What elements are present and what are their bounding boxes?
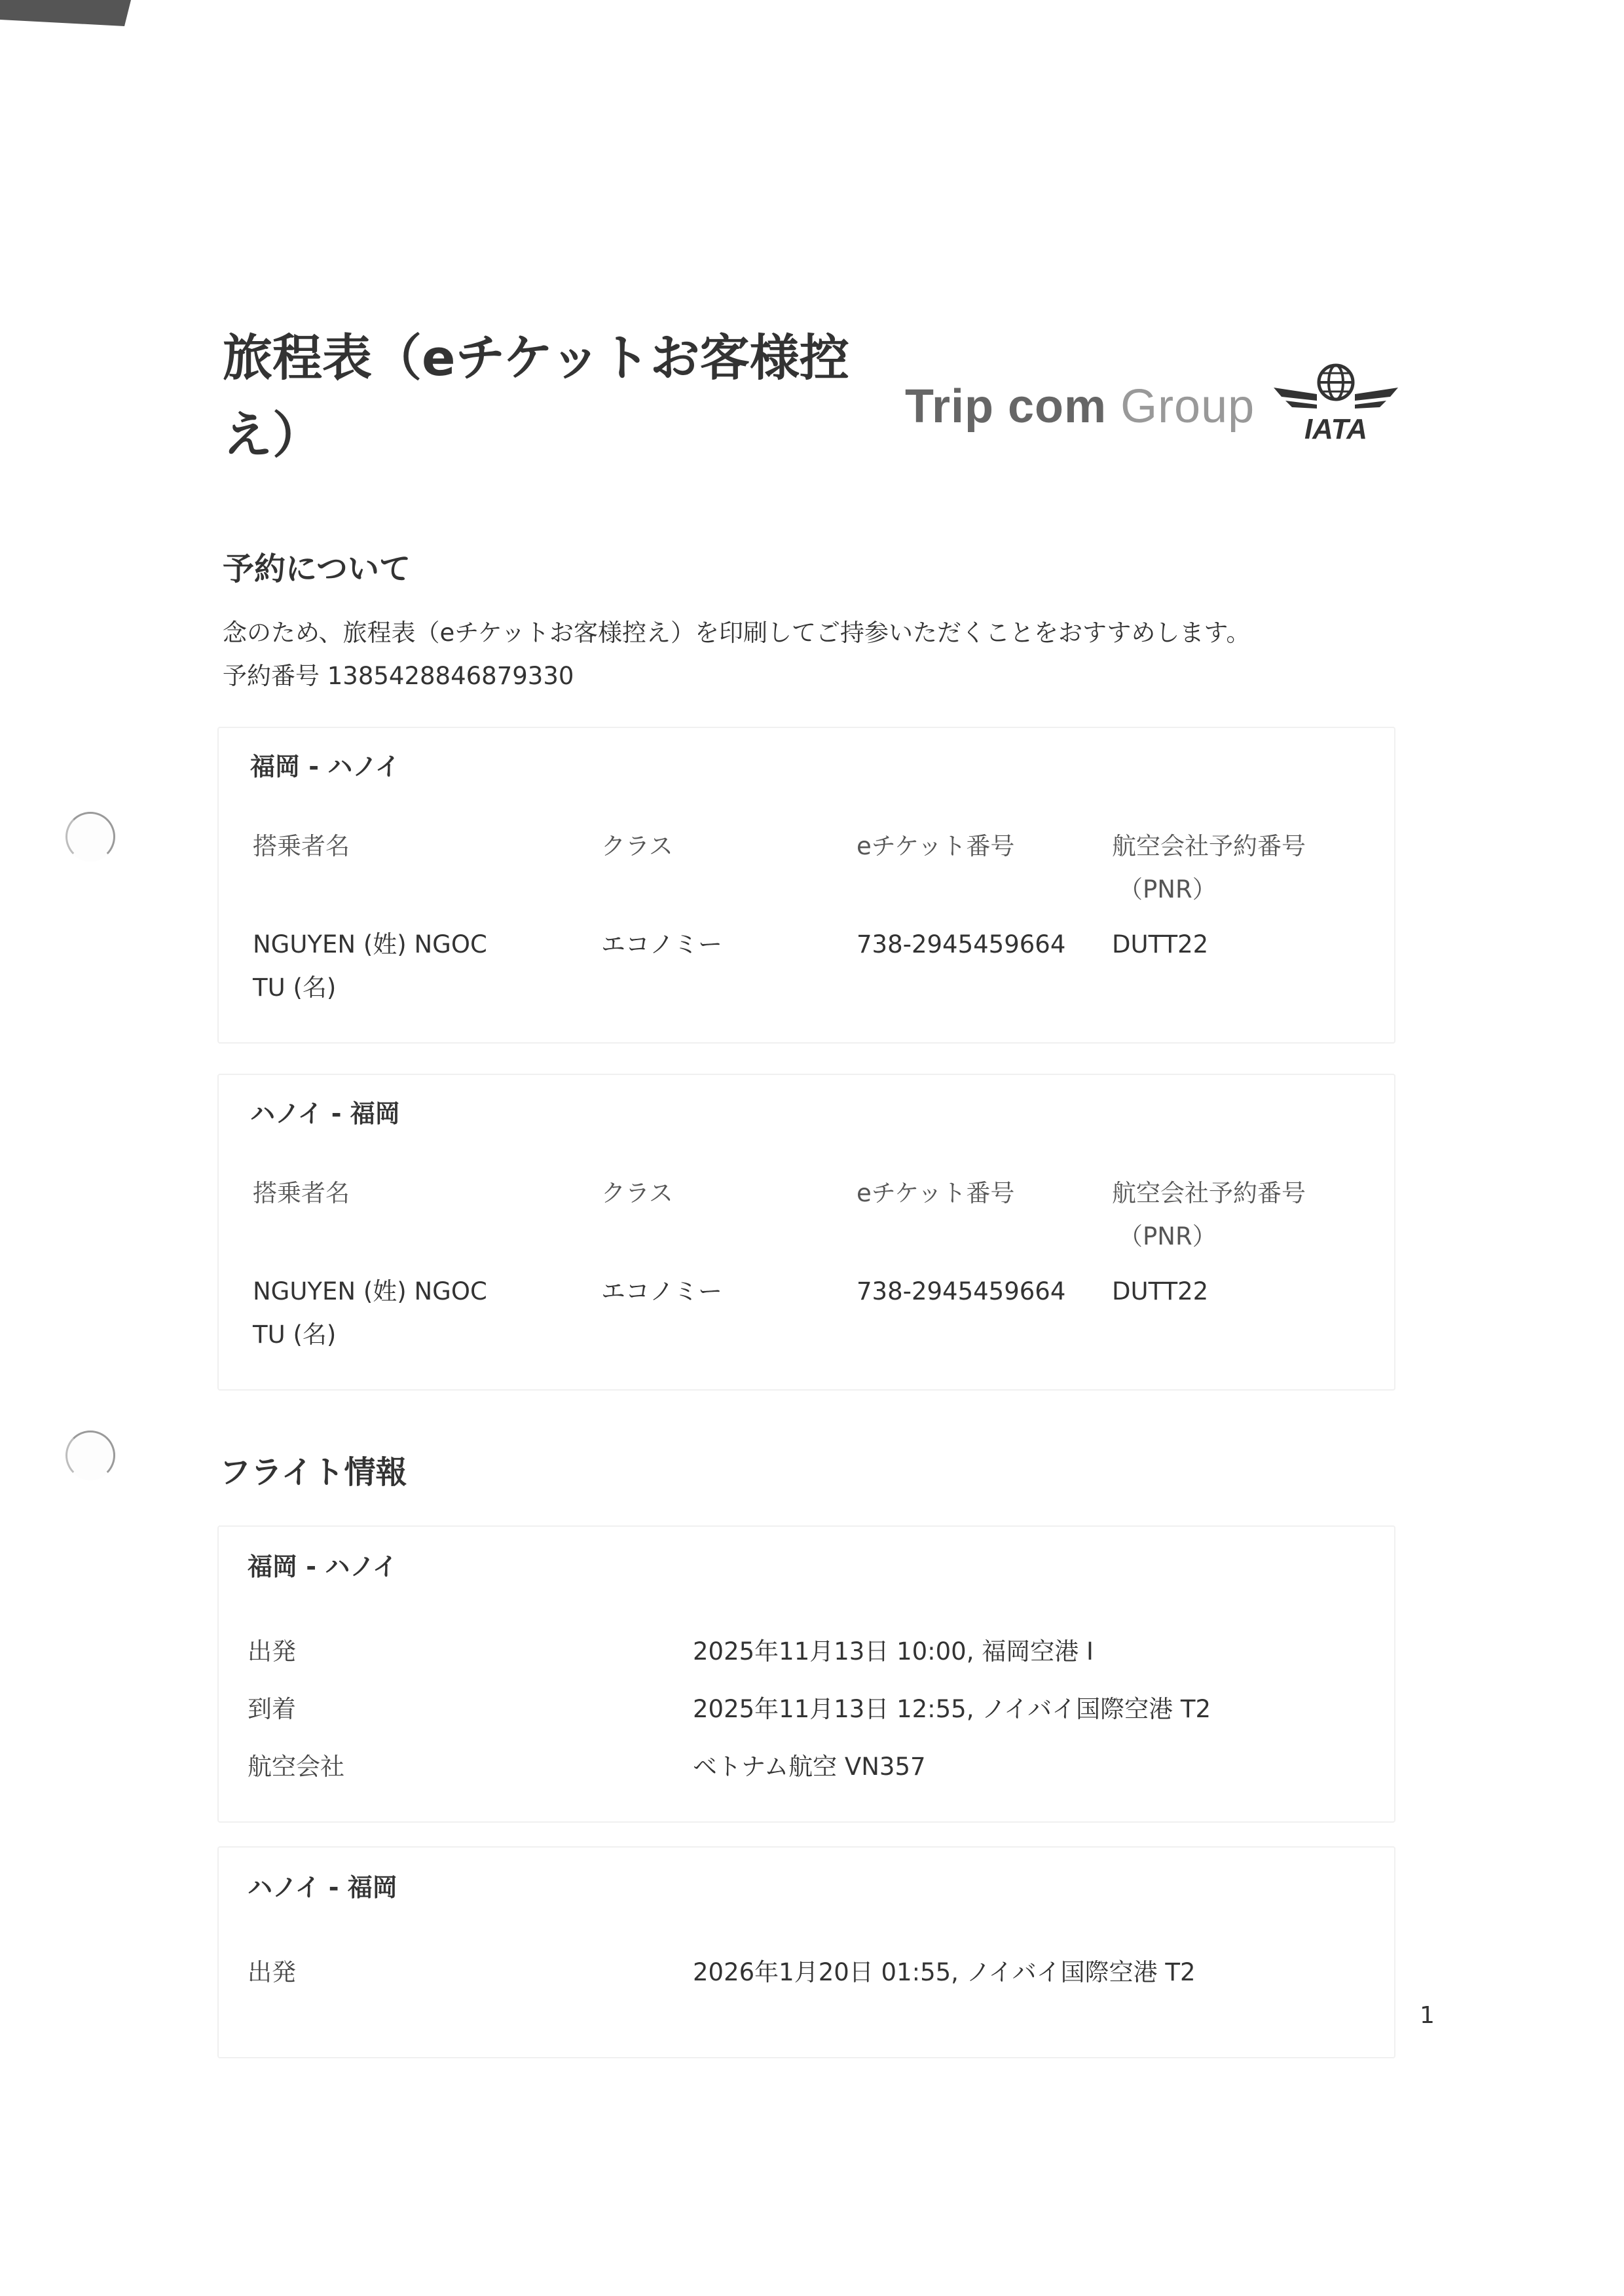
- booking-number-line: [223, 656, 574, 691]
- eticket-number: 738-2945459664: [857, 930, 1066, 958]
- segment-route: ハノイ - 福岡: [248, 1873, 397, 1902]
- print-recommendation-note: 念のため、旅程表（eチケットお客様控え）を印刷してご持参いただくことをおすすめします。: [223, 619, 1251, 647]
- punch-hole: [65, 812, 115, 862]
- header-eticket-number: eチケット番号: [857, 1179, 1015, 1207]
- logo-text-group: Group: [1120, 380, 1255, 433]
- arrival-value: 2025年11月13日 12:55, ノイバイ国際空港 T2: [693, 1695, 1211, 1723]
- ticket-class: エコノミー: [601, 930, 722, 958]
- header-airline-booking-number: 航空会社予約番号 （PNR）: [1112, 1179, 1306, 1250]
- eticket-number: 738-2945459664: [857, 1277, 1066, 1305]
- departure-value: 2026年1月20日 01:55, ノイバイ国際空港 T2: [693, 1958, 1196, 1986]
- passenger-name: NGUYEN (姓) NGOC TU (名): [253, 930, 487, 1002]
- ticket-class: エコノミー: [601, 1277, 722, 1305]
- airline-label: 航空会社: [248, 1753, 344, 1781]
- header-class: クラス: [601, 832, 673, 860]
- booking-heading: 予約について: [223, 551, 411, 587]
- page-number: 1: [1420, 2002, 1435, 2029]
- flight-info-heading: フライト情報: [219, 1454, 407, 1491]
- header-passenger-name: 搭乗者名: [253, 1179, 350, 1207]
- header-eticket-number: eチケット番号: [857, 832, 1015, 860]
- passenger-name: NGUYEN (姓) NGOC TU (名): [253, 1277, 487, 1349]
- scan-corner-mark: [0, 0, 131, 26]
- booking-number: 1385428846879330: [327, 662, 574, 690]
- flight-segment-card: [217, 1846, 1395, 2058]
- booking-number-label: 予約番号: [223, 662, 320, 690]
- ticket-route: 福岡 - ハノイ: [250, 752, 400, 781]
- header-airline-booking-number: 航空会社予約番号 （PNR）: [1112, 832, 1306, 903]
- iata-logo-text: IATA: [1304, 413, 1368, 444]
- header-passenger-name: 搭乗者名: [253, 832, 350, 860]
- departure-label: 出発: [248, 1637, 296, 1666]
- header-class: クラス: [601, 1179, 673, 1207]
- flight-segment-card: [217, 1525, 1395, 1823]
- ticket-card: [217, 1074, 1395, 1391]
- departure-label: 出発: [248, 1958, 296, 1986]
- punch-hole: [65, 1430, 115, 1480]
- segment-route: 福岡 - ハノイ: [248, 1552, 397, 1581]
- document-title: 旅程表（eチケットお客様控え）: [223, 329, 849, 464]
- airline-value: ベトナム航空 VN357: [693, 1753, 926, 1781]
- ticket-card: [217, 727, 1395, 1044]
- pnr-code: DUTT22: [1112, 930, 1209, 958]
- logo-text-trip: Trip com: [905, 380, 1107, 433]
- iata-logo: [1274, 359, 1398, 444]
- tripcom-group-logo: [905, 380, 1255, 433]
- departure-value: 2025年11月13日 10:00, 福岡空港 I: [693, 1637, 1094, 1666]
- ticket-route: ハノイ - 福岡: [250, 1099, 400, 1128]
- pnr-code: DUTT22: [1112, 1277, 1209, 1305]
- arrival-label: 到着: [248, 1695, 296, 1723]
